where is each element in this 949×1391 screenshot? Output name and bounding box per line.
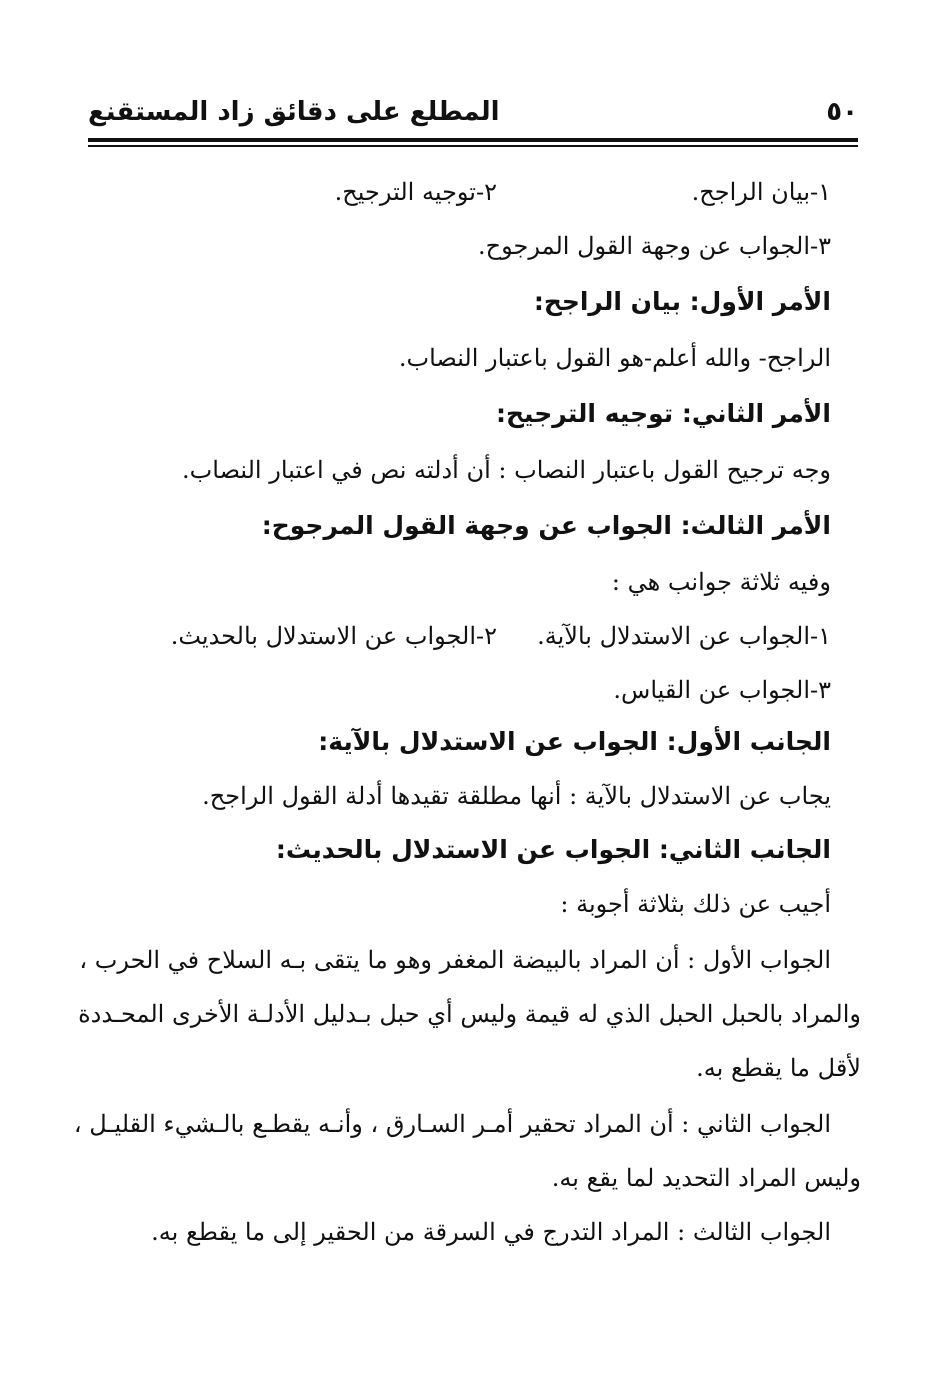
book-title: المطلع على دقائق زاد المستقنع bbox=[88, 97, 500, 127]
section-heading: الأمر الثالث: الجواب عن وجهة القول المرجوح: bbox=[261, 511, 831, 540]
section-heading: الأمر الثاني: توجيه الترجيح: bbox=[496, 399, 831, 428]
paragraph-line: وليس المراد التحديد لما يقع به. bbox=[551, 1164, 861, 1192]
paragraph-line: الجواب الثالث : المراد التدرج في السرقة من الحقير إلى ما يقطع به. bbox=[151, 1218, 831, 1246]
list-item: ٣-الجواب عن القياس. bbox=[613, 676, 831, 704]
list-item: ٣-الجواب عن وجهة القول المرجوح. bbox=[477, 232, 831, 260]
list-item: ٢-الجواب عن الاستدلال بالحديث. bbox=[170, 622, 497, 650]
paragraph-line: وجه ترجيح القول باعتبار النصاب : أن أدلته نص في اعتبار النصاب. bbox=[182, 456, 831, 484]
subsection-heading: الجانب الأول: الجواب عن الاستدلال بالآية: bbox=[318, 727, 831, 756]
paragraph-line: يجاب عن الاستدلال بالآية : أنها مطلقة تقيدها أدلة القول الراجح. bbox=[202, 782, 831, 810]
header-rule-thick bbox=[88, 138, 858, 142]
paragraph-line: لأقل ما يقطع به. bbox=[696, 1054, 861, 1082]
section-heading: الأمر الأول: بيان الراجح: bbox=[533, 287, 831, 316]
paragraph-line: والمراد بالحبل الحبل الذي له قيمة وليس أي حبل بـدليل الأدلـة الأخرى المحـددة bbox=[78, 1000, 861, 1028]
paragraph-line: أجيب عن ذلك بثلاثة أجوبة : bbox=[560, 890, 831, 918]
list-item: ٢-توجيه الترجيح. bbox=[334, 178, 497, 206]
running-header bbox=[88, 92, 858, 132]
paragraph-line: الراجح- والله أعلم-هو القول باعتبار النصاب. bbox=[398, 344, 831, 372]
page-number: ٥٠ bbox=[826, 97, 858, 127]
paragraph-line: وفيه ثلاثة جوانب هي : bbox=[611, 568, 831, 596]
list-item: ١-الجواب عن الاستدلال بالآية. bbox=[537, 622, 831, 650]
header-rule-thin bbox=[88, 145, 858, 147]
subsection-heading: الجانب الثاني: الجواب عن الاستدلال بالحديث: bbox=[275, 835, 831, 864]
paragraph-line: الجواب الثاني : أن المراد تحقير أمـر السـارق ، وأنـه يقطـع بالـشيء القليـل ، bbox=[73, 1110, 831, 1138]
paragraph-line: الجواب الأول : أن المراد بالبيضة المغفر وهو ما يتقى بـه السلاح في الحرب ، bbox=[79, 946, 831, 974]
list-item: ١-بيان الراجح. bbox=[691, 178, 831, 206]
